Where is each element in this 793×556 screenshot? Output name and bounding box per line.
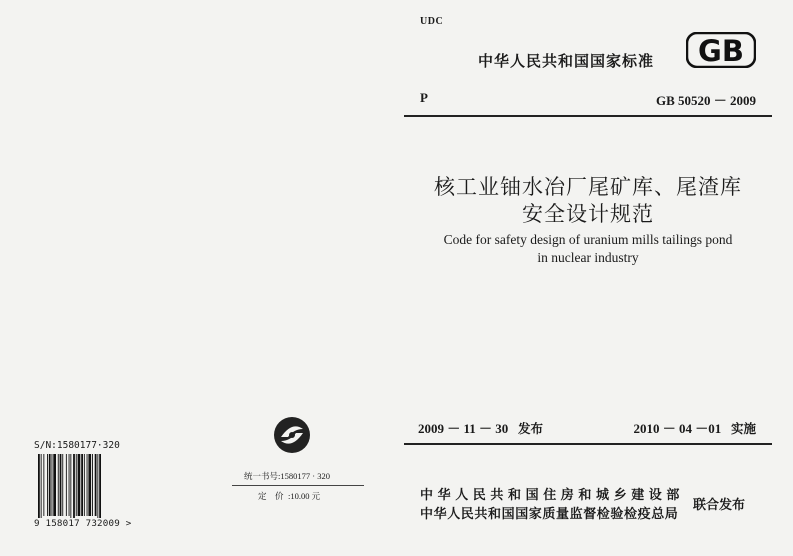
barcode-bar: [73, 454, 75, 522]
barcode-bar: [47, 454, 48, 516]
gb-logo: [686, 32, 756, 68]
barcode-bar: [87, 454, 88, 516]
barcode-bar: [76, 454, 77, 516]
barcode-digits: 9 158017 732009 >: [34, 518, 132, 529]
issue-word: 发布: [518, 421, 544, 436]
barcode-bar: [52, 454, 53, 516]
barcode-bar: [38, 454, 40, 522]
publisher-1: 中华人民共和国住房和城乡建设部: [420, 488, 685, 503]
implement-date-value: 2010 － 04 －01: [633, 421, 722, 436]
standard-type: 中华人民共和国国家标准: [478, 52, 655, 70]
barcode-bar: [41, 454, 42, 522]
barcode-bar: [81, 454, 83, 516]
book-number: 统一书号:1580177 · 320: [244, 471, 330, 481]
title-en-line1: Code for safety design of uranium mills tailings pond: [443, 232, 733, 247]
publisher-logo-icon: [272, 415, 312, 455]
joint-release: 联合发布: [693, 498, 746, 513]
barcode-bar: [69, 454, 70, 516]
barcode-bar: [62, 454, 63, 516]
title-en-line2: in nuclear industry: [537, 250, 639, 265]
barcode-bar: [97, 454, 98, 522]
barcode-bar: [95, 454, 97, 516]
title-zh-line1: 核工业铀水冶厂尾矿库、尾渣库: [434, 175, 742, 199]
issue-date-value: 2009 － 11 － 30: [418, 421, 509, 436]
barcode-bar: [43, 454, 44, 516]
classification-code: P: [420, 90, 428, 105]
implement-word: 实施: [730, 421, 756, 436]
barcode-bar: [88, 454, 91, 516]
price-label: 定 价: [258, 491, 284, 501]
udc-label: UDC: [420, 16, 444, 27]
barcode-bar: [92, 454, 93, 516]
isbn-barcode: [34, 454, 132, 522]
bottom-divider: [404, 443, 772, 445]
issue-date: [418, 418, 543, 437]
barcode-bar: [99, 454, 101, 522]
barcode-bar: [66, 454, 67, 516]
barcode-bar: [53, 454, 56, 516]
standard-number: GB 50520 － 2009: [655, 93, 756, 108]
barcode-bar: [84, 454, 85, 516]
title-zh-line2: 安全设计规范: [522, 202, 654, 226]
svg-text:GB: GB: [698, 34, 744, 68]
sn-label: S/N:1580177·320: [34, 440, 120, 451]
barcode-bar: [49, 454, 51, 516]
implement-date: [570, 418, 756, 437]
publisher-2: 中华人民共和国国家质量监督检验检疫总局: [420, 507, 679, 522]
barcode-bar: [58, 454, 59, 516]
barcode-bar: [78, 454, 81, 516]
book-divider: [232, 485, 364, 486]
price-value: :10.00 元: [288, 491, 321, 501]
barcode-bar: [70, 454, 71, 522]
top-divider: [404, 115, 772, 117]
barcode-bar: [60, 454, 62, 516]
